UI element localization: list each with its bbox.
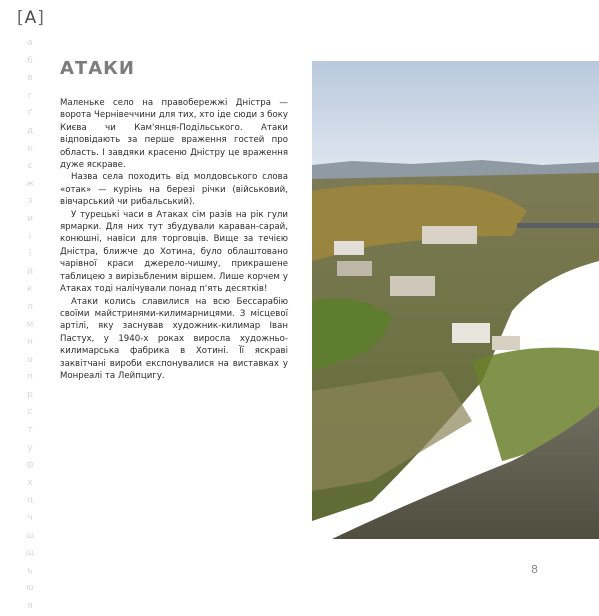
page-number: 8 — [531, 563, 538, 576]
photo-bridge — [517, 223, 599, 228]
alphabet-letter: р — [27, 389, 33, 400]
alphabet-letter: х — [27, 477, 33, 488]
alphabet-letter: г — [27, 90, 33, 101]
bracket-close: ] — [37, 8, 45, 28]
alphabet-letter: є — [27, 161, 33, 172]
alphabet-letter: д — [26, 125, 34, 136]
section-index-marker — [17, 8, 45, 28]
article-paragraph: Назва села походить від молдовського слова «отак» — курінь на березі річки (військовий, вівчарський чи рибальський). — [60, 172, 288, 208]
article-paragraph: Маленьке село на правобережжі Дністра — ворота Чернівеччини для тих, хто іде сюди з боку Києва чи Кам'янця-Подільського. Атаки відповідають за перше враження гостей про область. І завдяки красеню Дністру це враження дуже яскраве. — [60, 98, 288, 171]
article-body — [60, 97, 288, 382]
photo-building — [390, 276, 435, 296]
bracket-open: [ — [17, 8, 25, 28]
alphabet-letter: й — [27, 266, 33, 277]
alphabet-letter: л — [27, 301, 33, 312]
alphabet-letter: ґ — [27, 108, 33, 119]
alphabet-letter: ю — [26, 583, 34, 594]
alphabet-letter: б — [27, 55, 33, 66]
village-aerial-photo — [312, 61, 599, 539]
alphabet-index — [24, 35, 36, 616]
alphabet-letter: щ — [25, 548, 35, 559]
alphabet-letter: м — [26, 319, 34, 330]
alphabet-letter: к — [27, 284, 33, 295]
alphabet-letter: у — [27, 442, 33, 453]
alphabet-letter: ь — [27, 565, 33, 576]
alphabet-letter: і — [28, 231, 32, 242]
article-paragraph: Атаки колись славилися на всю Бессарабію своїми майстринями-килимарницями. З місцевої артілі, яку заснував художник-килимар Іван Пастух, у 1940-х роках виросла художньо-килимарська фабрика в Хотині. Її яскраві заквітчані вироби експонувалися на виставках у Монреалі та Лейпцигу. — [60, 296, 288, 381]
alphabet-letter: п — [27, 372, 33, 383]
alphabet-letter: я — [27, 601, 33, 611]
alphabet-letter: н — [27, 337, 33, 348]
alphabet-letter: ш — [25, 530, 35, 541]
alphabet-letter: ф — [26, 460, 34, 471]
alphabet-letter: ї — [28, 249, 32, 260]
photo-building — [337, 261, 372, 276]
alphabet-letter: з — [27, 196, 33, 207]
alphabet-letter: в — [27, 73, 33, 84]
alphabet-letter: о — [27, 354, 33, 365]
photo-sky — [312, 61, 599, 171]
alphabet-letter: т — [27, 425, 33, 436]
alphabet-letter: с — [27, 407, 33, 418]
alphabet-letter: и — [27, 213, 33, 224]
page-title: АТАКИ — [60, 58, 135, 79]
photo-building — [334, 241, 364, 255]
photo-building — [492, 336, 520, 350]
photo-building — [452, 323, 490, 343]
photo-building — [422, 226, 477, 244]
alphabet-letter: ж — [25, 178, 35, 189]
alphabet-letter: ч — [27, 513, 33, 524]
section-index-letter: А — [24, 8, 38, 28]
article-paragraph: У турецькі часи в Атаках сім разів на рік гули ярмарки. Для них тут збудували караван-сарай, конюшні, навіси для торговців. Вище за течією Дністра, ближче до Хотина, було облаштовано чарівної краси джерело-чишму, прикрашене таблицею з вирізьбленим віршем. Лише корчем у Атаках тоді налічували понад п'ять десятків! — [60, 209, 288, 295]
alphabet-letter: е — [27, 143, 33, 154]
alphabet-letter: а — [27, 38, 33, 48]
alphabet-letter: ц — [26, 495, 34, 506]
